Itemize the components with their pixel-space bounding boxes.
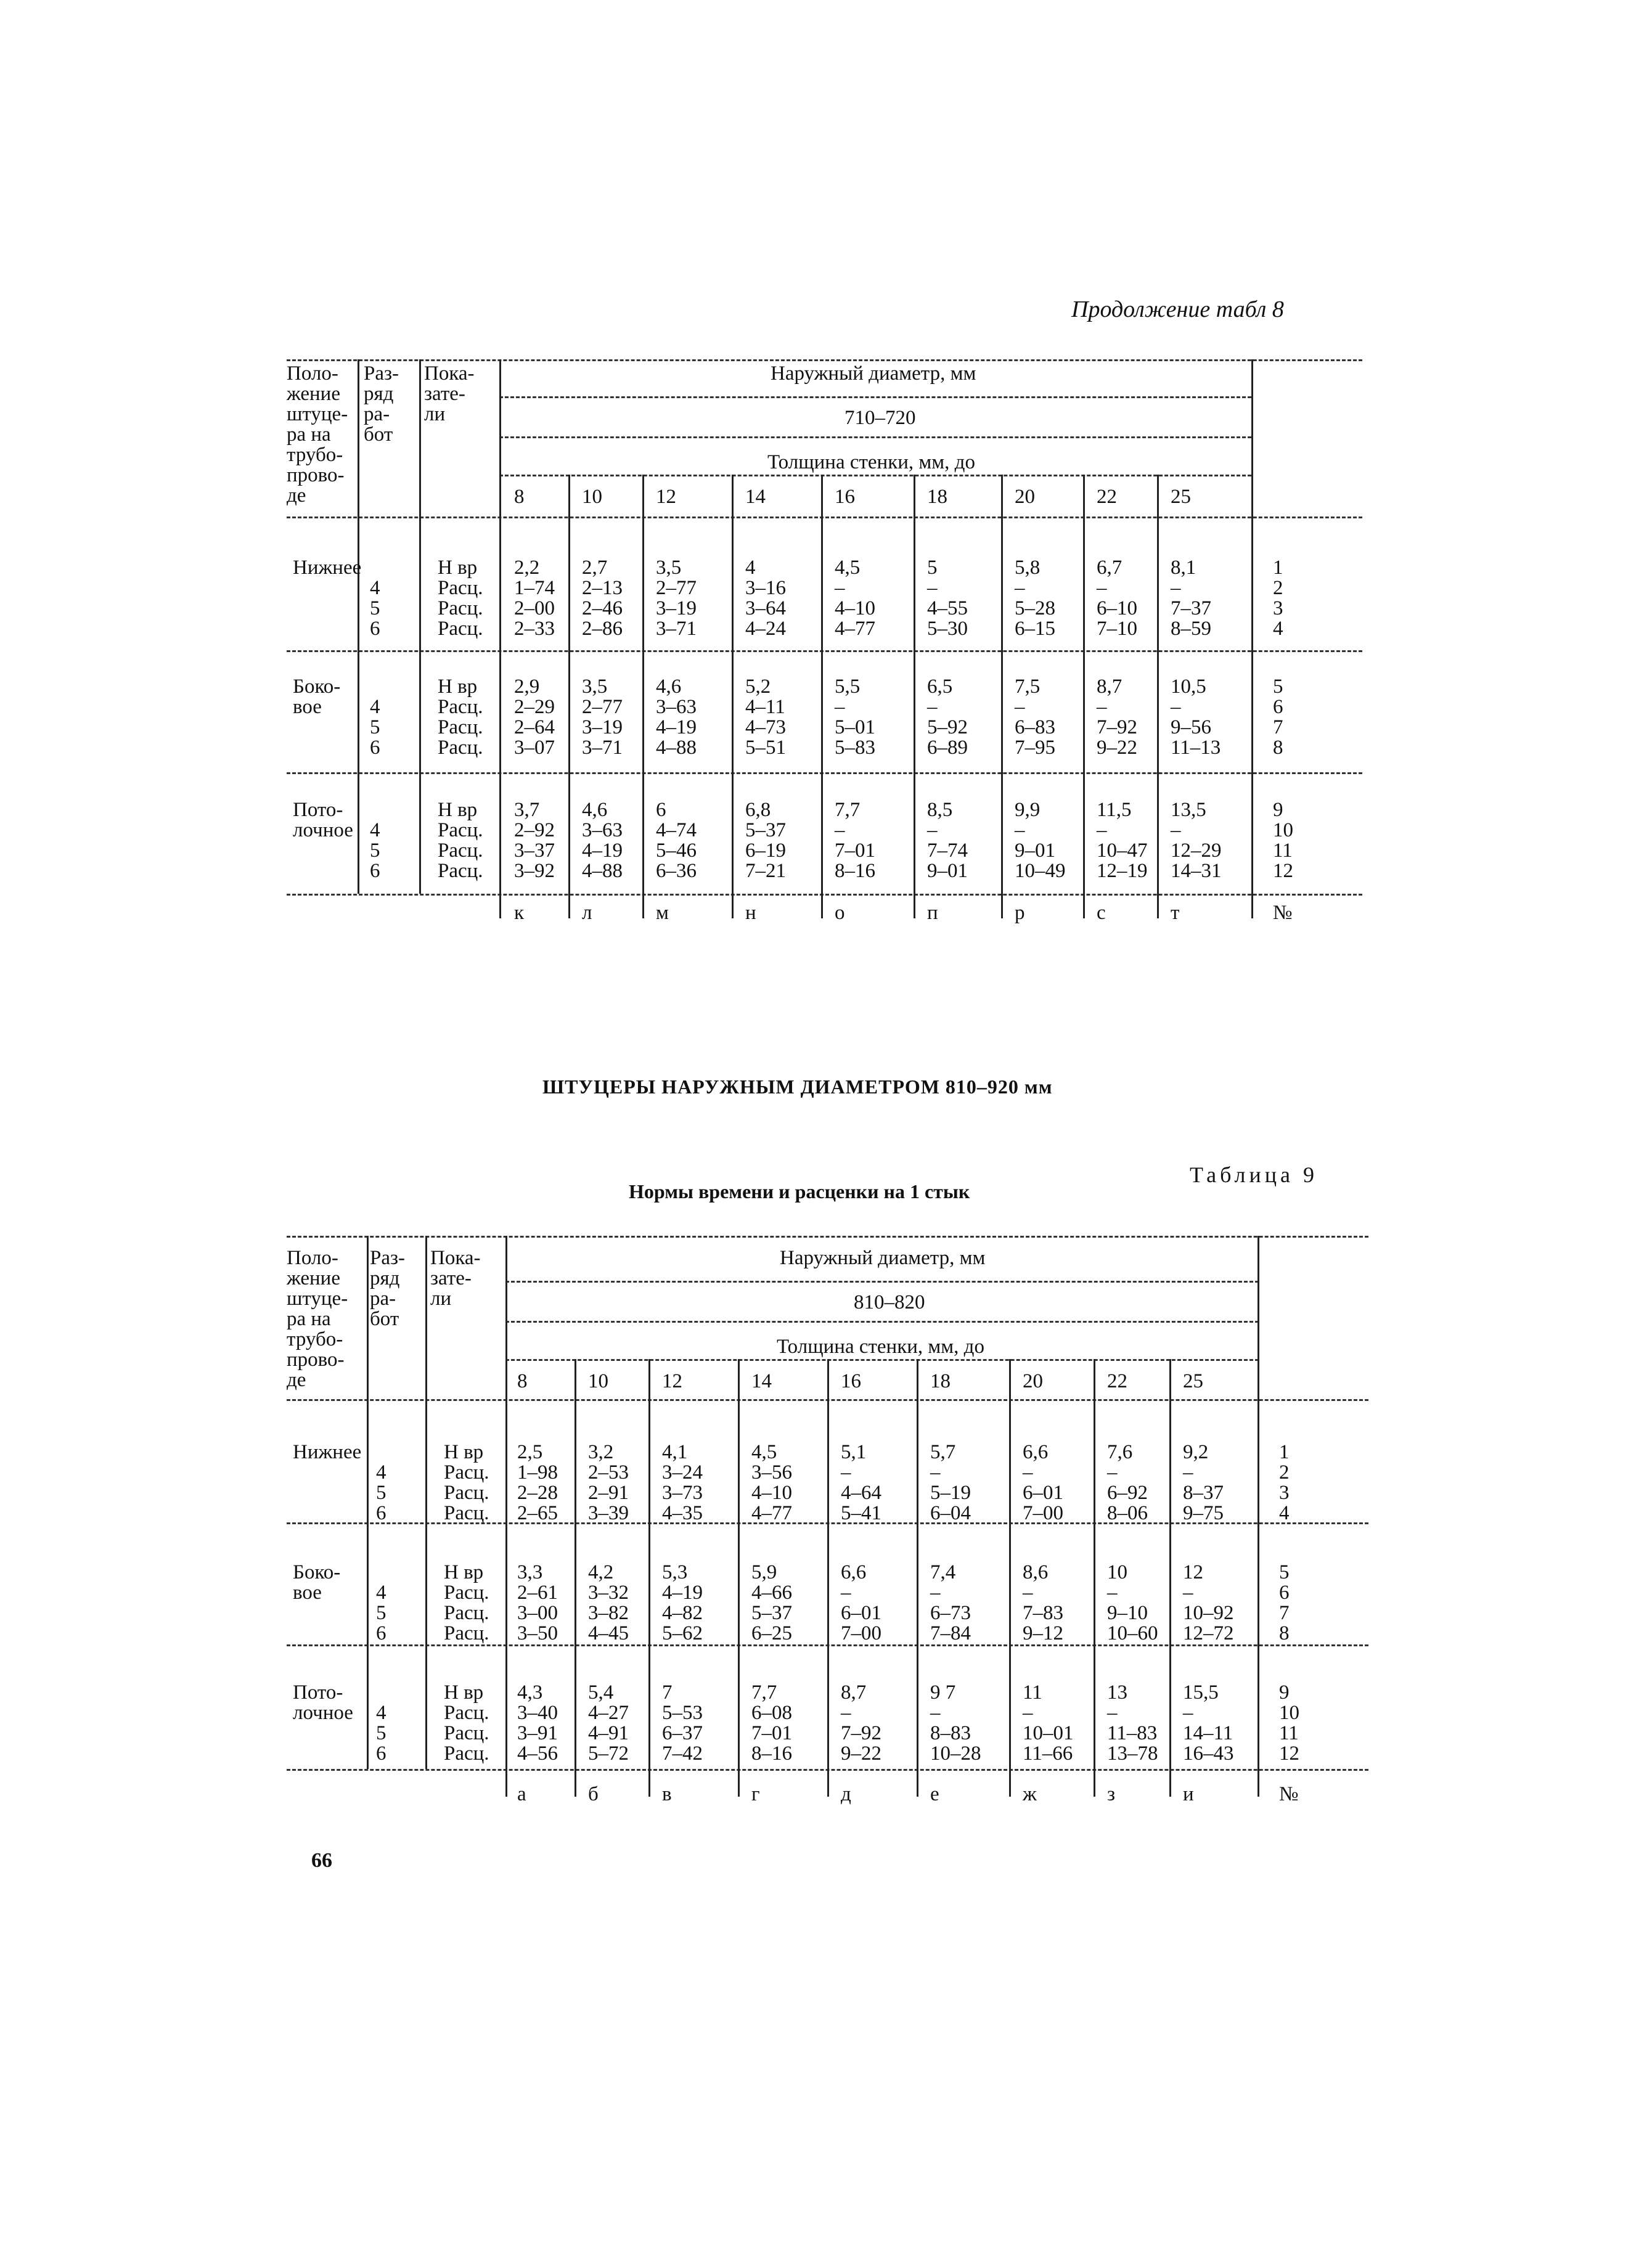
table-rule	[287, 650, 1362, 652]
value-cell: 3,5 2–77 3–19 3–71	[582, 676, 623, 759]
header-diameter-range: 810–820	[854, 1291, 925, 1313]
value-cell: 10,5 – 9–56 11–13	[1171, 676, 1221, 759]
value-cell: 5,3 4–19 4–82 5–62	[662, 1561, 703, 1644]
column-letter: т	[1171, 902, 1180, 924]
value-cell: 2,5 1–98 2–28 2–65	[517, 1441, 558, 1524]
header-thickness: 8	[514, 486, 525, 508]
value-cell: 4,6 3–63 4–19 4–88	[656, 676, 697, 759]
section-title: ШТУЦЕРЫ НАРУЖНЫМ ДИАМЕТРОМ 810–920 мм	[542, 1076, 1053, 1098]
column-letter: с	[1097, 902, 1106, 924]
column-letter: а	[517, 1783, 526, 1805]
value-cell: 6 4–74 5–46 6–36	[656, 799, 697, 882]
value-cell: 5,4 4–27 4–91 5–72	[588, 1681, 629, 1765]
value-cell: 13 – 11–83 13–78	[1107, 1681, 1158, 1765]
no-label: №	[1279, 1783, 1299, 1805]
column-divider	[732, 475, 734, 918]
value-cell: 8,1 – 7–37 8–59	[1171, 557, 1211, 640]
column-divider	[575, 1359, 576, 1797]
value-cell: 2,7 2–13 2–46 2–86	[582, 557, 623, 640]
value-cell: 5,9 4–66 5–37 6–25	[751, 1561, 792, 1644]
header-thickness: 25	[1183, 1370, 1203, 1392]
column-divider	[914, 475, 915, 918]
indicator-list: Н вр Расц. Расц. Расц.	[438, 557, 483, 640]
value-cell: 7,5 – 6–83 7–95	[1015, 676, 1055, 759]
column-letter: и	[1183, 1783, 1194, 1805]
value-cell: 3,3 2–61 3–00 3–50	[517, 1561, 558, 1644]
column-letter: м	[656, 902, 669, 924]
row-numbers: 5 6 7 8	[1279, 1561, 1290, 1644]
value-cell: 10 – 9–10 10–60	[1107, 1561, 1158, 1644]
value-cell: 6,6 – 6–01 7–00	[841, 1561, 881, 1644]
column-divider	[1001, 475, 1003, 918]
grade-list: 4 5 6	[370, 577, 380, 640]
no-label: №	[1273, 902, 1293, 924]
value-cell: 5,5 – 5–01 5–83	[835, 676, 875, 759]
row-numbers: 1 2 3 4	[1273, 557, 1283, 640]
column-letter: е	[930, 1783, 939, 1805]
value-cell: 6,8 5–37 6–19 7–21	[745, 799, 786, 882]
value-cell: 2,2 1–74 2–00 2–33	[514, 557, 555, 640]
value-cell: 7,6 – 6–92 8–06	[1107, 1441, 1148, 1524]
header-outer-diameter: Наружный диаметр, мм	[771, 362, 976, 385]
value-cell: 4,6 3–63 4–19 4–88	[582, 799, 623, 882]
header-thickness: 8	[517, 1370, 528, 1392]
value-cell: 7,7 6–08 7–01 8–16	[751, 1681, 792, 1765]
page-number: 66	[311, 1849, 332, 1872]
column-letter: д	[841, 1783, 851, 1805]
grade-list: 4 5 6	[376, 1582, 386, 1644]
indicator-list: Н вр Расц. Расц. Расц.	[444, 1681, 489, 1765]
header-thickness: 20	[1015, 486, 1035, 508]
column-letter: б	[588, 1783, 599, 1805]
column-divider	[917, 1359, 918, 1797]
continuation-label: Продолжение табл 8	[1071, 296, 1284, 322]
value-cell: 13,5 – 12–29 14–31	[1171, 799, 1222, 882]
row-numbers: 9 10 11 12	[1279, 1681, 1299, 1765]
header-diameter-range: 710–720	[844, 407, 916, 429]
column-letter: п	[927, 902, 938, 924]
row-numbers: 1 2 3 4	[1279, 1441, 1290, 1524]
value-cell: 8,6 – 7–83 9–12	[1023, 1561, 1063, 1644]
column-divider	[425, 1236, 427, 1769]
position-label: Нижнее	[293, 557, 362, 579]
table-rule	[287, 894, 1362, 896]
value-cell: 7,7 – 7–01 8–16	[835, 799, 875, 882]
value-cell: 5,2 4–11 4–73 5–51	[745, 676, 786, 759]
grade-list: 4 5 6	[376, 1461, 386, 1524]
row-numbers: 9 10 11 12	[1273, 799, 1293, 882]
table-rule	[287, 517, 1362, 518]
column-divider	[821, 475, 823, 918]
value-cell: 9 7 – 8–83 10–28	[930, 1681, 981, 1765]
column-divider	[648, 1359, 650, 1797]
header-outer-diameter: Наружный диаметр, мм	[780, 1247, 986, 1269]
column-letter: н	[745, 902, 756, 924]
row-numbers: 5 6 7 8	[1273, 676, 1283, 759]
column-letter: з	[1107, 1783, 1116, 1805]
value-cell: 5,1 – 4–64 5–41	[841, 1441, 881, 1524]
column-divider	[568, 475, 570, 918]
value-cell: 3,7 2–92 3–37 3–92	[514, 799, 555, 882]
value-cell: 9,2 – 8–37 9–75	[1183, 1441, 1224, 1524]
table-9-label: Таблица 9	[1190, 1162, 1318, 1187]
value-cell: 3,2 2–53 2–91 3–39	[588, 1441, 629, 1524]
value-cell: 4,2 3–32 3–82 4–45	[588, 1561, 629, 1644]
value-cell: 4 3–16 3–64 4–24	[745, 557, 786, 640]
grade-list: 4 5 6	[370, 819, 380, 882]
position-label: Пото- лочное	[293, 1681, 353, 1724]
header-indicators: Пока- зате- ли	[430, 1247, 481, 1310]
header-thickness: 12	[662, 1370, 682, 1392]
column-divider	[1257, 1236, 1259, 1797]
header-thickness: 22	[1097, 486, 1117, 508]
table-rule	[287, 772, 1362, 774]
column-letter: р	[1015, 902, 1025, 924]
column-letter: в	[662, 1783, 672, 1805]
column-letter: ж	[1023, 1783, 1037, 1805]
position-label: Боко- вое	[293, 676, 341, 718]
value-cell: 6,6 – 6–01 7–00	[1023, 1441, 1063, 1524]
value-cell: 15,5 – 14–11 16–43	[1183, 1681, 1234, 1765]
header-thickness: 18	[930, 1370, 951, 1392]
value-cell: 8,7 – 7–92 9–22	[841, 1681, 881, 1765]
header-thickness: 25	[1171, 486, 1191, 508]
header-thickness: 10	[588, 1370, 608, 1392]
column-divider	[419, 359, 421, 894]
position-label: Боко- вое	[293, 1561, 341, 1604]
indicator-list: Н вр Расц. Расц. Расц.	[438, 799, 483, 882]
value-cell: 2,9 2–29 2–64 3–07	[514, 676, 555, 759]
column-divider	[1083, 475, 1085, 918]
column-divider	[367, 1236, 369, 1769]
value-cell: 5 – 4–55 5–30	[927, 557, 968, 640]
value-cell: 4,5 3–56 4–10 4–77	[751, 1441, 792, 1524]
value-cell: 4,5 – 4–10 4–77	[835, 557, 875, 640]
table-rule	[287, 359, 1362, 361]
grade-list: 4 5 6	[376, 1702, 386, 1765]
column-divider	[505, 1236, 507, 1797]
header-position: Поло- жение штуце- ра на трубо- прово- де	[287, 1247, 348, 1391]
value-cell: 11,5 – 10–47 12–19	[1097, 799, 1148, 882]
column-letter: г	[751, 1783, 760, 1805]
header-thickness: 10	[582, 486, 602, 508]
value-cell: 8,7 – 7–92 9–22	[1097, 676, 1137, 759]
table-rule	[499, 436, 1251, 438]
indicator-list: Н вр Расц. Расц. Расц.	[444, 1561, 489, 1644]
header-wall-thickness: Толщина стенки, мм, до	[767, 451, 975, 473]
value-cell: 4,3 3–40 3–91 4–56	[517, 1681, 558, 1765]
header-thickness: 20	[1023, 1370, 1043, 1392]
header-indicators: Пока- зате- ли	[424, 362, 475, 425]
header-thickness: 14	[751, 1370, 772, 1392]
column-letter: о	[835, 902, 845, 924]
table-rule	[499, 475, 1251, 476]
header-thickness: 14	[745, 486, 766, 508]
header-grade: Раз- ряд ра- бот	[370, 1247, 406, 1330]
indicator-list: Н вр Расц. Расц. Расц.	[438, 676, 483, 759]
position-label: Пото- лочное	[293, 799, 353, 841]
column-divider	[642, 475, 644, 918]
column-divider	[827, 1359, 829, 1797]
value-cell: 5,8 – 5–28 6–15	[1015, 557, 1055, 640]
header-thickness: 16	[835, 486, 855, 508]
value-cell: 9,9 – 9–01 10–49	[1015, 799, 1066, 882]
indicator-list: Н вр Расц. Расц. Расц.	[444, 1441, 489, 1524]
table-rule	[505, 1359, 1259, 1361]
value-cell: 4,1 3–24 3–73 4–35	[662, 1441, 703, 1524]
header-grade: Раз- ряд ра- бот	[364, 362, 399, 446]
value-cell: 6,5 – 5–92 6–89	[927, 676, 968, 759]
header-position: Поло- жение штуце- ра на трубо- прово- де	[287, 362, 348, 507]
value-cell: 8,5 – 7–74 9–01	[927, 799, 968, 882]
column-divider	[1009, 1359, 1011, 1797]
value-cell: 7 5–53 6–37 7–42	[662, 1681, 703, 1765]
table-9-caption: Нормы времени и расценки на 1 стык	[629, 1180, 970, 1203]
column-divider	[1251, 359, 1253, 918]
header-thickness: 18	[927, 486, 947, 508]
table-rule	[505, 1281, 1259, 1283]
column-divider	[358, 359, 359, 894]
header-wall-thickness: Толщина стенки, мм, до	[777, 1336, 984, 1358]
column-divider	[1169, 1359, 1171, 1797]
column-divider	[1094, 1359, 1095, 1797]
value-cell: 11 – 10–01 11–66	[1023, 1681, 1074, 1765]
value-cell: 7,4 – 6–73 7–84	[930, 1561, 971, 1644]
table-rule	[499, 396, 1251, 398]
header-thickness: 16	[841, 1370, 861, 1392]
value-cell: 12 – 10–92 12–72	[1183, 1561, 1234, 1644]
value-cell: 5,7 – 5–19 6–04	[930, 1441, 971, 1524]
column-divider	[499, 359, 501, 918]
value-cell: 3,5 2–77 3–19 3–71	[656, 557, 697, 640]
table-rule	[505, 1321, 1259, 1323]
column-letter: л	[582, 902, 592, 924]
header-thickness: 12	[656, 486, 676, 508]
table-rule	[287, 1236, 1368, 1238]
position-label: Нижнее	[293, 1441, 362, 1463]
grade-list: 4 5 6	[370, 696, 380, 759]
column-letter: к	[514, 902, 525, 924]
value-cell: 6,7 – 6–10 7–10	[1097, 557, 1137, 640]
header-thickness: 22	[1107, 1370, 1127, 1392]
column-divider	[1157, 475, 1159, 918]
column-divider	[738, 1359, 740, 1797]
